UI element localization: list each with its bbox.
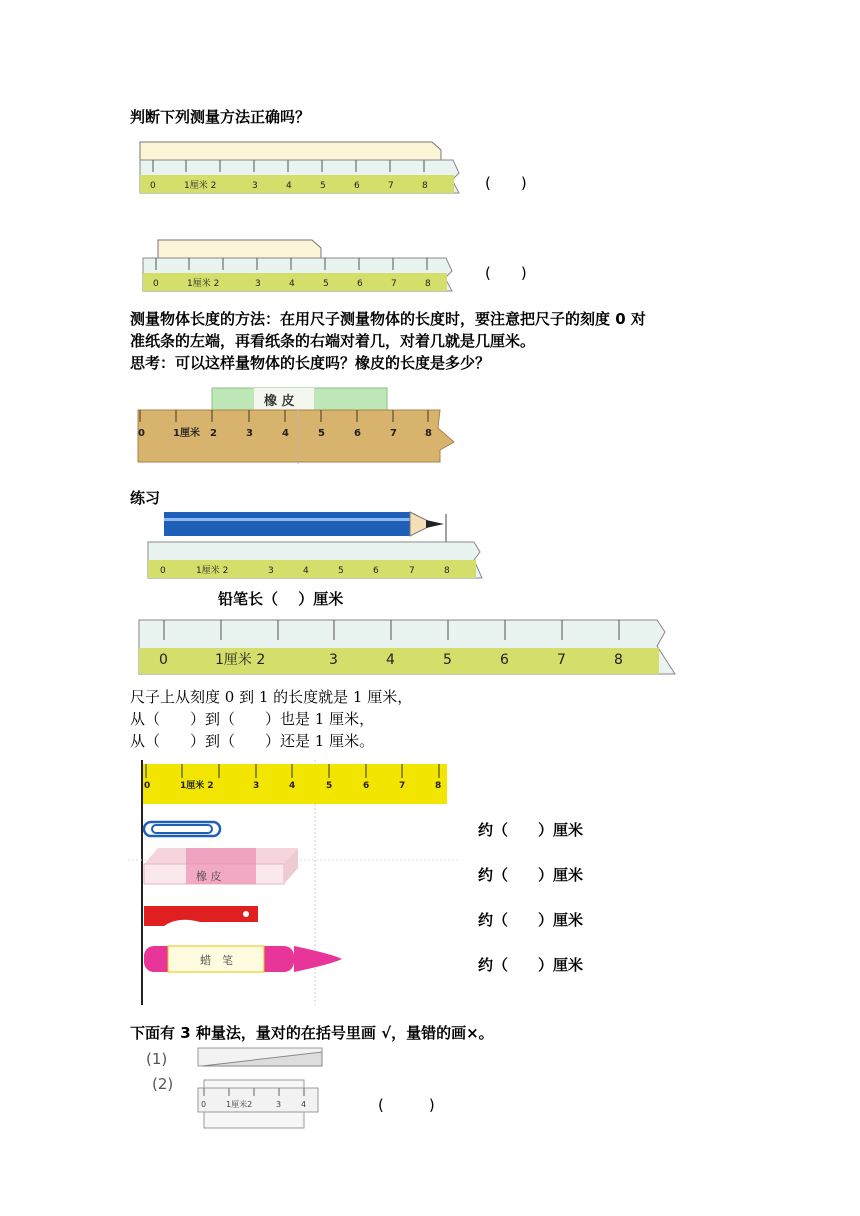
svg-text:3: 3 xyxy=(246,428,253,439)
svg-text:8: 8 xyxy=(422,181,428,191)
svg-text:8: 8 xyxy=(435,781,442,791)
svg-text:0: 0 xyxy=(201,1100,207,1109)
svg-text:7: 7 xyxy=(391,279,397,289)
three-methods-figure xyxy=(196,1044,331,1132)
answer-eraser[interactable]: 约（ ）厘米 xyxy=(478,866,584,884)
unit-line-2[interactable]: 从（ ）到（ ）也是 1 厘米， xyxy=(130,710,375,728)
svg-text:6: 6 xyxy=(500,652,509,668)
svg-text:7: 7 xyxy=(399,781,406,791)
items-measure-figure xyxy=(128,760,463,1005)
svg-text:5: 5 xyxy=(443,652,452,668)
svg-text:3: 3 xyxy=(276,1100,282,1109)
svg-text:3: 3 xyxy=(253,781,260,791)
svg-text:3: 3 xyxy=(252,181,258,191)
ruler-figure-2 xyxy=(140,236,470,296)
svg-text:2: 2 xyxy=(210,428,217,439)
svg-text:7: 7 xyxy=(409,566,415,576)
svg-text:3: 3 xyxy=(329,652,338,668)
svg-text:6: 6 xyxy=(354,428,361,439)
svg-text:3: 3 xyxy=(255,279,261,289)
svg-text:蜡 笔: 蜡 笔 xyxy=(200,954,233,967)
svg-text:5: 5 xyxy=(318,428,325,439)
svg-text:1厘米2: 1厘米2 xyxy=(226,1100,253,1109)
svg-text:8: 8 xyxy=(425,428,432,439)
answer-paren-2[interactable]: ( ) xyxy=(485,264,527,282)
svg-text:1厘米 2: 1厘米 2 xyxy=(215,652,266,668)
svg-text:4: 4 xyxy=(386,652,395,668)
svg-text:6: 6 xyxy=(354,181,360,191)
pencil-answer[interactable]: 铅笔长（ ）厘米 xyxy=(218,590,344,608)
answer-bookmark[interactable]: 约（ ）厘米 xyxy=(478,911,584,929)
svg-text:1厘米 2: 1厘米 2 xyxy=(187,279,220,289)
answer-paren-three[interactable]: ( ) xyxy=(378,1096,435,1114)
svg-text:5: 5 xyxy=(323,279,329,289)
svg-text:6: 6 xyxy=(373,566,379,576)
svg-text:5: 5 xyxy=(320,181,326,191)
svg-text:0: 0 xyxy=(160,566,166,576)
method-label-2: (2) xyxy=(152,1075,174,1093)
unit-line-1: 尺子上从刻度 0 到 1 的长度就是 1 厘米， xyxy=(130,688,413,706)
svg-text:4: 4 xyxy=(286,181,292,191)
svg-text:5: 5 xyxy=(338,566,344,576)
svg-text:6: 6 xyxy=(363,781,370,791)
question-title: 判断下列测量方法正确吗？ xyxy=(130,108,311,126)
svg-text:0: 0 xyxy=(144,781,151,791)
large-ruler-figure xyxy=(137,618,682,680)
practice-title: 练习 xyxy=(130,489,161,507)
eraser-icon xyxy=(144,848,298,884)
svg-text:1厘米 2: 1厘米 2 xyxy=(184,181,217,191)
eraser-ruler-figure xyxy=(136,384,456,466)
svg-text:8: 8 xyxy=(614,652,623,668)
method-label-1: (1) xyxy=(146,1050,168,1068)
svg-text:1厘米 2: 1厘米 2 xyxy=(196,566,229,576)
svg-text:7: 7 xyxy=(557,652,566,668)
svg-text:0: 0 xyxy=(159,652,168,668)
svg-text:8: 8 xyxy=(425,279,431,289)
svg-text:0: 0 xyxy=(138,428,145,439)
red-bookmark-icon xyxy=(144,906,258,926)
three-methods-title: 下面有 3 种量法，量对的在括号里画 √，量错的画×。 xyxy=(130,1024,494,1042)
svg-text:0: 0 xyxy=(153,279,159,289)
svg-text:8: 8 xyxy=(444,566,450,576)
answer-paren-1[interactable]: ( ) xyxy=(485,174,527,192)
answer-paperclip[interactable]: 约（ ）厘米 xyxy=(478,821,584,839)
crayon-icon xyxy=(144,946,342,972)
unit-line-3[interactable]: 从（ ）到（ ）还是 1 厘米。 xyxy=(130,732,375,750)
pencil-ruler-figure xyxy=(144,508,489,582)
svg-text:5: 5 xyxy=(326,781,333,791)
svg-text:4: 4 xyxy=(289,279,295,289)
ruler-figure-1 xyxy=(137,138,467,198)
eraser-label: 橡 皮 xyxy=(264,394,295,409)
method-line-2: 准纸条的左端，再看纸条的右端对着几，对着几就是几厘米。 xyxy=(130,332,536,350)
svg-text:4: 4 xyxy=(289,781,296,791)
svg-text:1厘米 2: 1厘米 2 xyxy=(180,781,214,791)
svg-text:橡 皮: 橡 皮 xyxy=(196,870,222,883)
answer-crayon[interactable]: 约（ ）厘米 xyxy=(478,956,584,974)
svg-text:7: 7 xyxy=(388,181,394,191)
svg-text:4: 4 xyxy=(303,566,309,576)
svg-text:1厘米: 1厘米 xyxy=(173,428,200,439)
paperclip-icon xyxy=(144,822,220,836)
svg-text:7: 7 xyxy=(390,428,397,439)
method-line-1: 测量物体长度的方法：在用尺子测量物体的长度时，要注意把尺子的刻度 0 对 xyxy=(130,310,646,328)
svg-text:3: 3 xyxy=(268,566,274,576)
svg-text:0: 0 xyxy=(150,181,156,191)
svg-text:4: 4 xyxy=(301,1100,307,1109)
think-question: 思考：可以这样量物体的长度吗？橡皮的长度是多少？ xyxy=(130,354,491,372)
svg-text:4: 4 xyxy=(282,428,289,439)
svg-text:6: 6 xyxy=(357,279,363,289)
